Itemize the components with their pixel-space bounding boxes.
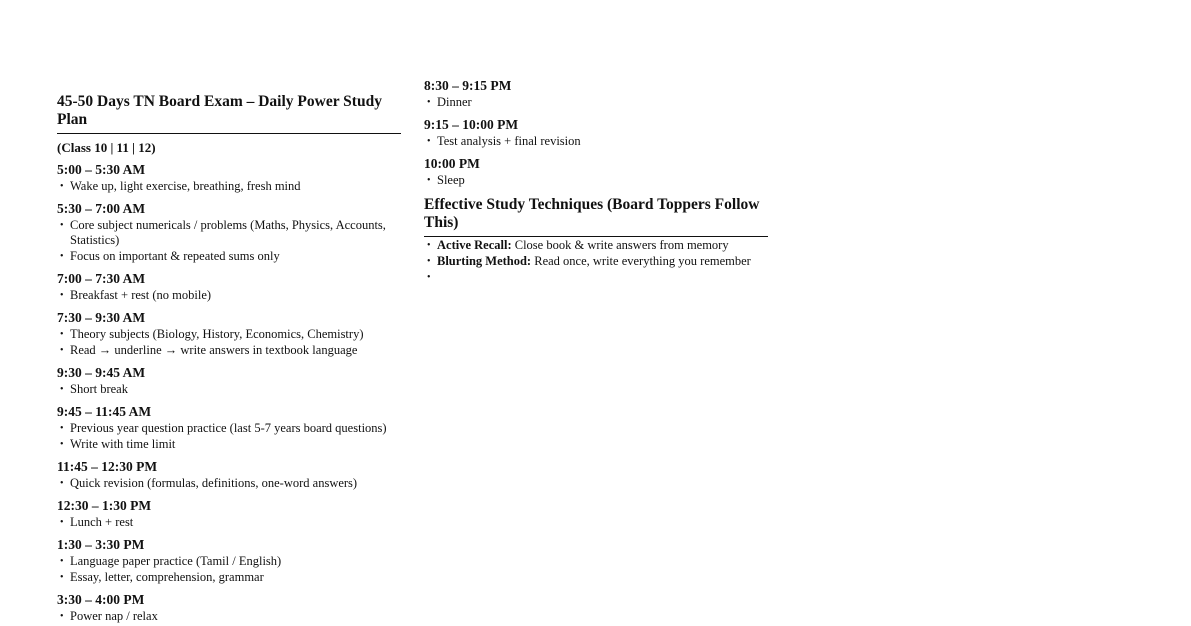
slot-time-heading: 9:30 – 9:45 AM [57, 365, 146, 380]
slot-time-heading: 10:00 PM [424, 156, 480, 171]
time-slot [424, 117, 768, 149]
bullet-icon: • [60, 345, 64, 356]
technique-term: Blurting Method: [437, 254, 532, 268]
bullet-icon: • [60, 384, 64, 395]
bullet-icon: • [60, 181, 64, 192]
bullet-icon: • [427, 136, 431, 147]
time-slot [57, 271, 401, 303]
list-item [424, 95, 768, 110]
list-item [57, 437, 401, 452]
slot-time-heading: 3:30 – 4:00 PM [57, 592, 145, 607]
bullet-icon: • [60, 572, 64, 583]
bullet-icon: • [60, 611, 64, 622]
list-item [57, 476, 401, 491]
bullet-icon: • [427, 240, 431, 251]
bullet-icon: • [427, 97, 431, 108]
list-item [424, 173, 768, 188]
slot-activity-list [57, 515, 401, 530]
activity-text: Essay, letter, comprehension, grammar [70, 570, 264, 584]
list-item [57, 179, 401, 194]
technique-description: Read once, write everything you remember [531, 254, 751, 268]
time-slot [57, 365, 401, 397]
slot-time-heading: 5:00 – 5:30 AM [57, 162, 146, 177]
slot-time-heading: 9:15 – 10:00 PM [424, 117, 519, 132]
list-item [424, 134, 768, 149]
slot-time-heading: 11:45 – 12:30 PM [57, 459, 158, 474]
activity-text: Previous year question practice (last 5-7 years board questions) [70, 421, 387, 435]
bullet-icon: • [60, 517, 64, 528]
bullet-icon: • [60, 290, 64, 301]
list-item [57, 288, 401, 303]
technique-description: Close book & write answers from memory [511, 238, 729, 252]
bullet-icon: • [427, 272, 431, 283]
activity-text: Wake up, light exercise, breathing, fresh mind [70, 179, 301, 193]
slot-time-heading: 1:30 – 3:30 PM [57, 537, 145, 552]
list-item [57, 570, 401, 585]
bullet-icon: • [60, 556, 64, 567]
list-item [57, 421, 401, 436]
time-slot [57, 162, 401, 194]
time-slot [57, 310, 401, 358]
activity-text: Breakfast + rest (no mobile) [70, 288, 212, 302]
list-item [57, 327, 401, 342]
bullet-icon: • [60, 423, 64, 434]
slot-time-heading: 7:00 – 7:30 AM [57, 271, 146, 286]
activity-text: Language paper practice (Tamil / English) [70, 554, 282, 568]
class-subtitle: (Class 10 | 11 | 12) [57, 140, 156, 155]
technique-item [424, 270, 768, 285]
slot-activity-list [424, 173, 768, 188]
time-slot [57, 404, 401, 452]
time-slot [57, 459, 401, 491]
list-item [57, 249, 401, 264]
activity-text: Write with time limit [70, 437, 176, 451]
right-column [424, 78, 768, 286]
list-item [57, 515, 401, 530]
bullet-icon: • [60, 220, 64, 231]
activity-text: Short break [70, 382, 128, 396]
activity-text: Dinner [437, 95, 472, 109]
slot-activity-list [57, 609, 401, 624]
time-slot [57, 537, 401, 585]
activity-text: Quick revision (formulas, definitions, one-word answers) [70, 476, 358, 490]
slot-activity-list [57, 327, 401, 358]
list-item [57, 218, 401, 248]
technique-item [424, 238, 768, 253]
bullet-icon: • [427, 256, 431, 267]
activity-text: Lunch + rest [70, 515, 134, 529]
time-slot [424, 156, 768, 188]
activity-text: Theory subjects (Biology, History, Economics, Chemistry) [70, 327, 364, 341]
activity-text: Read → underline → write answers in textbook language [70, 343, 358, 357]
list-item [57, 609, 401, 624]
bullet-icon: • [60, 439, 64, 450]
slot-activity-list [57, 554, 401, 585]
slot-time-heading: 12:30 – 1:30 PM [57, 498, 152, 513]
activity-text: Focus on important & repeated sums only [70, 249, 280, 263]
slot-activity-list [57, 288, 401, 303]
left-column [57, 93, 401, 625]
slot-activity-list [424, 134, 768, 149]
slot-activity-list [57, 218, 401, 264]
technique-item [424, 254, 768, 269]
technique-term: Active Recall: [437, 238, 512, 252]
schedule-list [57, 162, 401, 624]
schedule-list-continued [424, 78, 768, 188]
slot-activity-list [424, 95, 768, 110]
slot-time-heading: 7:30 – 9:30 AM [57, 310, 146, 325]
list-item [57, 554, 401, 569]
activity-text: Sleep [437, 173, 465, 187]
bullet-icon: • [427, 175, 431, 186]
activity-text: Power nap / relax [70, 609, 158, 623]
time-slot [57, 498, 401, 530]
slot-time-heading: 5:30 – 7:00 AM [57, 201, 146, 216]
list-item [57, 343, 401, 358]
slot-time-heading: 8:30 – 9:15 PM [424, 78, 512, 93]
slot-activity-list [57, 382, 401, 397]
time-slot [57, 592, 401, 624]
slot-time-heading: 9:45 – 11:45 AM [57, 404, 152, 419]
time-slot [57, 201, 401, 264]
slot-activity-list [57, 179, 401, 194]
activity-text: Test analysis + final revision [437, 134, 581, 148]
activity-text: Core subject numericals / problems (Maths, Physics, Accounts, Statistics) [70, 218, 386, 247]
techniques-list [424, 238, 768, 285]
bullet-icon: • [60, 251, 64, 262]
document-title: 45-50 Days TN Board Exam – Daily Power Study Plan [57, 93, 401, 134]
slot-activity-list [57, 421, 401, 452]
bullet-icon: • [60, 478, 64, 489]
techniques-heading: Effective Study Techniques (Board Toppers Follow This) [424, 196, 768, 237]
slot-activity-list [57, 476, 401, 491]
bullet-icon: • [60, 329, 64, 340]
time-slot [424, 78, 768, 110]
list-item [57, 382, 401, 397]
